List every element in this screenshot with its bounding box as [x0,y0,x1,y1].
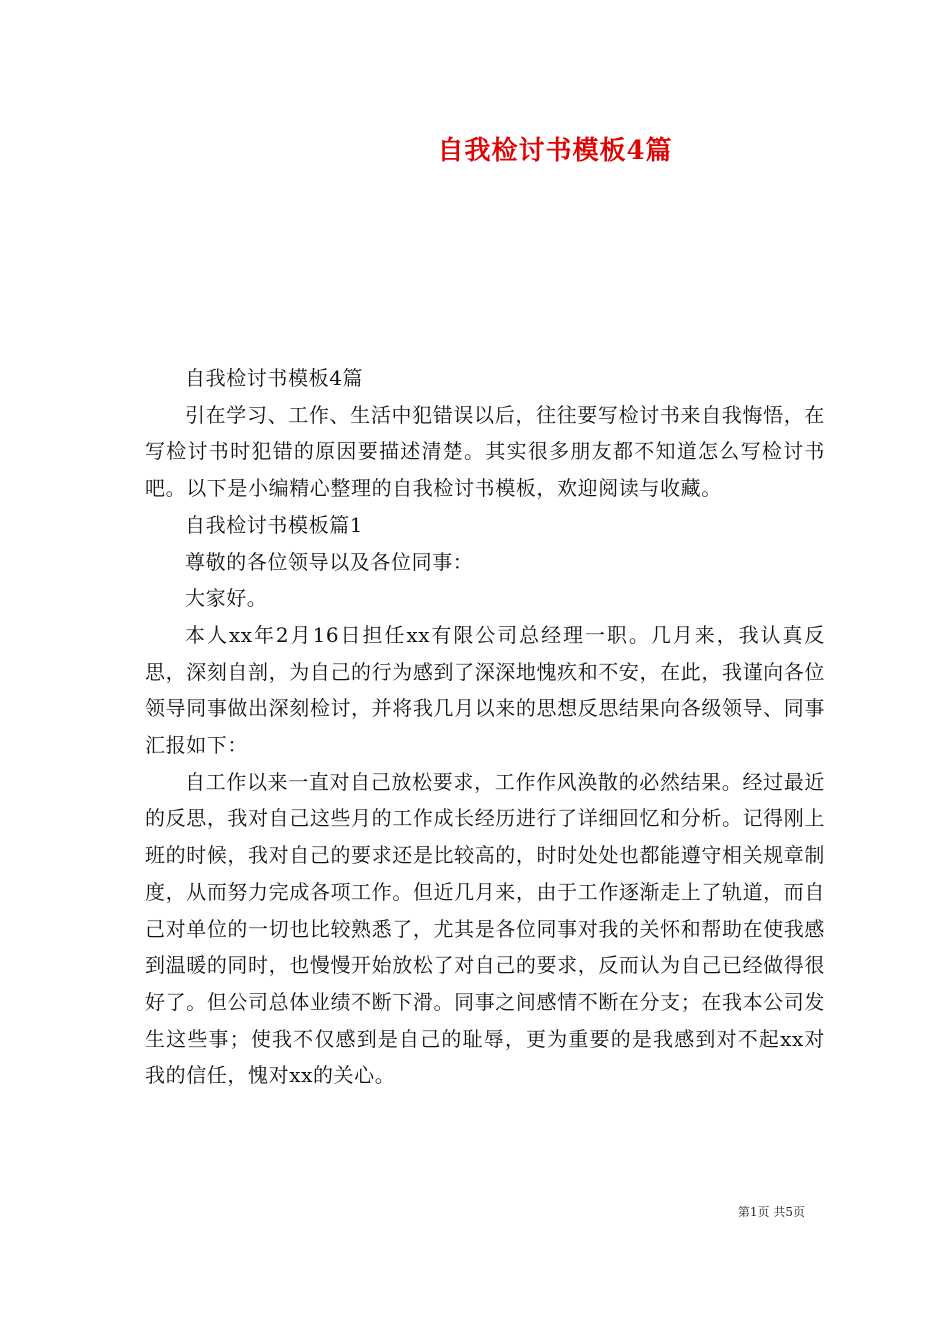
paragraph-body-2: 自工作以来一直对自己放松要求，工作作风涣散的必然结果。经过最近的反思，我对自己这些月的工作成长经历进行了详细回忆和分析。记得刚上班的时候，我对自己的要求还是比较高的，时时处处也都能遵守相关规章制度，从而努力完成各项工作。但近几月来，由于工作逐渐走上了轨道，而自己对单位的一切也比较熟悉了，尤其是各位同事对我的关怀和帮助在使我感到温暖的同时，也慢慢开始放松了对自己的要求，反而认为自己已经做得很好了。但公司总体业绩不断下滑。同事之间感情不断在分支；在我本公司发生这些事；使我不仅感到是自己的耻辱，更为重要的是我感到对不起xx对我的信任，愧对xx的关心。 [145,769,825,1088]
document-body [145,360,825,1094]
paragraph-intro: 引在学习、工作、生活中犯错误以后，往往要写检讨书来自我悔悟，在写检讨书时犯错的原因要描述清楚。其实很多朋友都不知道怎么写检讨书吧。以下是小编精心整理的自我检讨书模板，欢迎阅读与收藏。 [145,402,825,501]
document-title: 自我检讨书模板4篇 [437,136,673,166]
paragraph-subtitle: 自我检讨书模板4篇 [185,366,364,390]
paragraph-greeting: 大家好。 [185,586,268,611]
paragraph-section-heading: 自我检讨书模板篇1 [185,512,364,537]
page-number: 第1页 共5页 [737,1205,805,1219]
paragraph-salutation: 尊敬的各位领导以及各位同事： [185,549,474,574]
paragraph-body-1: 本人xx年2月16日担任xx有限公司总经理一职。几月来，我认真反思，深刻自剖，为自己的行为感到了深深地愧疚和不安，在此，我谨向各位领导同事做出深刻检讨，并将我几月以来的思想反思结果向各级领导、同事汇报如下： [145,622,825,758]
